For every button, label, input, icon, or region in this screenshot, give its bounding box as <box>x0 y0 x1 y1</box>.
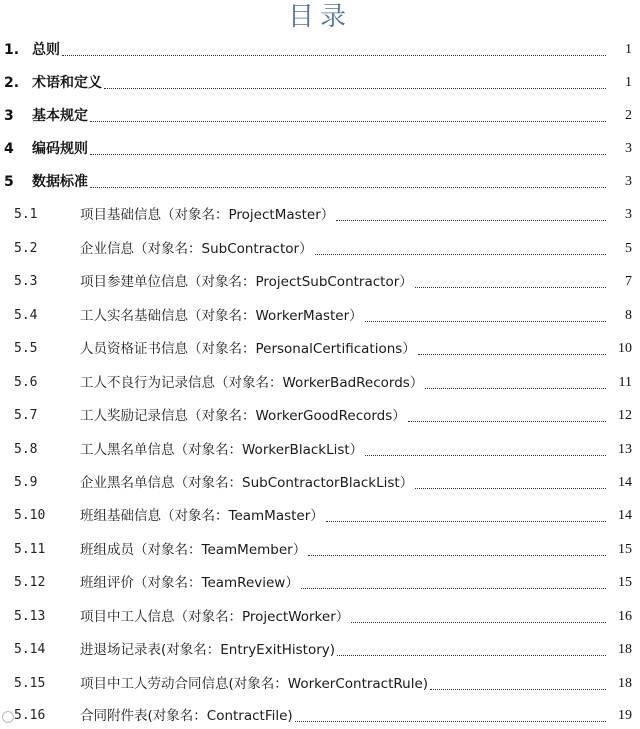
toc-entry-number: 5.12 <box>14 575 46 590</box>
toc-entry-page-number: 3 <box>625 207 632 222</box>
toc-entry-page-number: 14 <box>618 508 632 523</box>
watermark <box>2 711 14 723</box>
toc-entry-line <box>32 41 632 59</box>
toc-entry-number: 5.7 <box>14 408 38 423</box>
toc-entry-title[interactable]: 数据标准 <box>32 174 88 190</box>
toc-entry[interactable] <box>0 37 640 59</box>
toc-entry-line <box>80 608 632 626</box>
toc-entry[interactable] <box>0 703 640 725</box>
toc-entry-title[interactable]: 企业信息（对象名：SubContractor） <box>80 241 313 257</box>
toc-entry-line <box>80 541 632 559</box>
toc-entry-line <box>80 507 632 525</box>
dot-leader <box>425 387 606 389</box>
toc-entry-line <box>80 307 632 325</box>
toc-entry-line <box>80 240 632 258</box>
toc-entry-page-number: 1 <box>625 75 632 90</box>
toc-entry[interactable] <box>0 169 640 191</box>
toc-entry-page-number: 13 <box>618 442 632 457</box>
toc-entry-title[interactable]: 班组基础信息（对象名：TeamMaster） <box>80 508 324 524</box>
toc-entry-line <box>80 474 632 492</box>
dot-leader <box>90 153 606 155</box>
toc-entry-line <box>80 407 632 425</box>
toc-entry[interactable] <box>0 370 640 392</box>
toc-entry[interactable] <box>0 671 640 693</box>
toc-entry-line <box>32 140 632 158</box>
toc-entry-page-number: 1 <box>625 42 632 57</box>
toc-entry-title[interactable]: 总则 <box>32 42 60 58</box>
toc-entry-title[interactable]: 合同附件表(对象名：ContractFile) <box>80 708 293 724</box>
toc-entry-number: 5.8 <box>14 442 38 457</box>
dot-leader <box>418 353 606 355</box>
dot-leader <box>315 253 606 255</box>
dot-leader <box>62 54 606 56</box>
toc-entry-page-number: 3 <box>625 141 632 156</box>
dot-leader <box>430 688 606 690</box>
toc-entry[interactable] <box>0 236 640 258</box>
toc-entry-number: 1. <box>4 42 20 58</box>
toc-entry-number: 5.3 <box>14 274 38 289</box>
toc-entry-number: 2. <box>4 75 20 91</box>
toc-entry-title[interactable]: 项目中工人信息（对象名：ProjectWorker） <box>80 609 350 625</box>
toc-entry-page-number: 16 <box>618 609 632 624</box>
toc-entry[interactable] <box>0 303 640 325</box>
toc-entry-number: 5.5 <box>14 341 38 356</box>
toc-entry-line <box>80 273 632 291</box>
toc-entry[interactable] <box>0 570 640 592</box>
toc-entry-page-number: 8 <box>625 308 632 323</box>
toc-entry-title[interactable]: 企业黑名单信息（对象名：SubContractorBlackList） <box>80 475 414 491</box>
toc-entry-title[interactable]: 术语和定义 <box>32 75 102 91</box>
toc-entry-line <box>80 675 632 693</box>
toc-entry[interactable] <box>0 604 640 626</box>
toc-entry[interactable] <box>0 103 640 125</box>
dot-leader <box>365 454 606 456</box>
toc-entry-line <box>80 206 632 224</box>
dot-leader <box>351 621 606 623</box>
toc-title: 目录 <box>287 2 352 32</box>
dot-leader <box>308 554 606 556</box>
toc-entry-page-number: 2 <box>625 108 632 123</box>
toc-entry-page-number: 15 <box>618 542 632 557</box>
toc-entry[interactable] <box>0 70 640 92</box>
toc-entry-line <box>32 74 632 92</box>
dot-leader <box>104 87 606 89</box>
toc-entry-line <box>80 374 632 392</box>
toc-entry-title[interactable]: 工人奖励记录信息（对象名：WorkerGoodRecords） <box>80 408 406 424</box>
toc-entry-line <box>32 107 632 125</box>
toc-entry-number: 5.9 <box>14 475 38 490</box>
toc-entry[interactable] <box>0 269 640 291</box>
toc-entry-page-number: 19 <box>618 708 632 723</box>
toc-entry-page-number: 18 <box>618 642 632 657</box>
toc-entry[interactable] <box>0 437 640 459</box>
toc-entry-title[interactable]: 班组评价（对象名：TeamReview） <box>80 575 299 591</box>
toc-entry[interactable] <box>0 637 640 659</box>
dot-leader <box>301 587 606 589</box>
toc-entry-line <box>32 173 632 191</box>
toc-entry-page-number: 10 <box>618 341 632 356</box>
toc-entry[interactable] <box>0 336 640 358</box>
toc-entry[interactable] <box>0 202 640 224</box>
toc-entry-number: 5.2 <box>14 241 38 256</box>
toc-entry-page-number: 18 <box>618 676 632 691</box>
toc-entry-number: 5.14 <box>14 642 46 657</box>
toc-entry-number: 5.15 <box>14 676 46 691</box>
toc-entry-number: 5.4 <box>14 308 38 323</box>
toc-entry-title[interactable]: 工人不良行为记录信息（对象名：WorkerBadRecords） <box>80 375 424 391</box>
dot-leader <box>326 520 606 522</box>
toc-entry[interactable] <box>0 403 640 425</box>
toc-entry-title[interactable]: 基本规定 <box>32 108 88 124</box>
dot-leader <box>336 219 606 221</box>
toc-entry-line <box>80 707 632 725</box>
toc-entry-page-number: 5 <box>625 241 632 256</box>
toc-entry-number: 5.11 <box>14 542 46 557</box>
toc-entry-page-number: 11 <box>618 375 632 390</box>
dot-leader <box>415 286 606 288</box>
toc-entry-number: 5.13 <box>14 609 46 624</box>
toc-entry-page-number: 14 <box>618 475 632 490</box>
toc-entry-title[interactable]: 项目基础信息（对象名：ProjectMaster） <box>80 207 335 223</box>
toc-entry-page-number: 12 <box>618 408 632 423</box>
dot-leader <box>365 320 606 322</box>
toc-entry-title[interactable]: 班组成员（对象名：TeamMember） <box>80 542 307 558</box>
toc-entry-page-number: 15 <box>618 575 632 590</box>
toc-entry-title[interactable]: 进退场记录表(对象名：EntryExitHistory) <box>80 642 336 658</box>
toc-entry[interactable] <box>0 470 640 492</box>
toc-entry-line <box>80 340 632 358</box>
toc-entry-number: 4 <box>4 141 14 157</box>
dot-leader <box>337 654 606 656</box>
dot-leader <box>408 420 606 422</box>
dot-leader <box>90 120 606 122</box>
toc-entry-number: 3 <box>4 108 14 124</box>
toc-entry-page-number: 3 <box>625 174 632 189</box>
toc-entry-line <box>80 641 632 659</box>
toc-entry-title[interactable]: 人员资格证书信息（对象名：PersonalCertifications） <box>80 341 416 357</box>
toc-entry[interactable] <box>0 503 640 525</box>
toc-entry-number: 5.6 <box>14 375 38 390</box>
toc-entry-number: 5.16 <box>14 708 46 723</box>
toc-entry-title[interactable]: 编码规则 <box>32 141 88 157</box>
toc-entry-number: 5 <box>4 174 14 190</box>
toc-entry[interactable] <box>0 537 640 559</box>
toc-entry-title[interactable]: 项目中工人劳动合同信息(对象名：WorkerContractRule) <box>80 676 429 692</box>
watermark-logo-icon <box>2 711 14 723</box>
dot-leader <box>90 186 606 188</box>
toc-entry-title[interactable]: 工人实名基础信息（对象名：WorkerMaster） <box>80 308 363 324</box>
toc-entry-line <box>80 441 632 459</box>
toc-entry-title[interactable]: 工人黑名单信息（对象名：WorkerBlackList） <box>80 442 364 458</box>
toc-entry-line <box>80 574 632 592</box>
toc-entry-title[interactable]: 项目参建单位信息（对象名：ProjectSubContractor） <box>80 274 413 290</box>
dot-leader <box>295 720 606 722</box>
toc-entry-page-number: 7 <box>625 274 632 289</box>
toc-entry[interactable] <box>0 136 640 158</box>
toc-entry-number: 5.10 <box>14 508 46 523</box>
dot-leader <box>415 487 606 489</box>
toc-entry-number: 5.1 <box>14 207 38 222</box>
